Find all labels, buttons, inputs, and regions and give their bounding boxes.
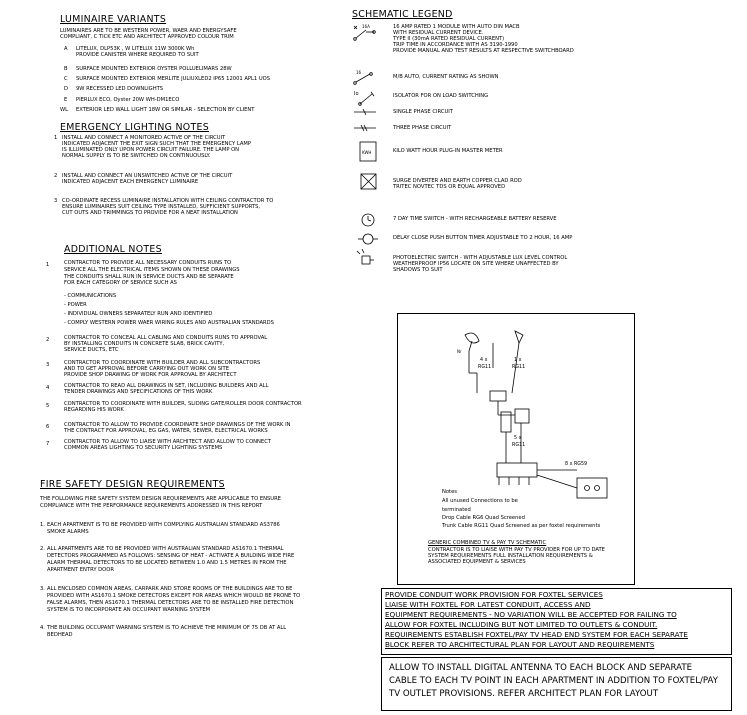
fire-num-1: 1. xyxy=(40,522,45,528)
additional-3-line1: CONTRACTOR TO COORDINATE WITH BUILDER AND ALL SUBCONTRACTORS xyxy=(64,360,261,366)
antenna-dish-icon xyxy=(465,333,479,351)
emergency-1-line1: INSTALL AND CONNECT A MONITORED ACTIVE OF THE CIRCUIT xyxy=(62,135,226,141)
additional-4-line2: TENDER DRAWINGS AND SPECIFICATIONS OF THIS WORK xyxy=(64,389,213,395)
tv-notes-4: Trunk Cable RG11 Quad Screened as per foxtel requirements xyxy=(442,523,601,529)
luminaire-a-line1: LITELUX, DLP53K , W LITELUX 11W 3000K Wh xyxy=(76,46,195,52)
legend-rcd-2: WITH RESIDUAL CURRENT DEVICE. xyxy=(393,30,484,36)
seven-day-timer-icon xyxy=(362,214,374,226)
antenna-line-3: TV OUTLET PROVISIONS. REFER ARCHITECT PLAN FOR LAYOUT xyxy=(389,689,659,699)
tv-caption-title: GENERIC COMBINED TV & PAY TV SCHEMATIC xyxy=(428,540,547,546)
emergency-num-2: 2 xyxy=(54,173,58,179)
tv-label-c1b: RG11 xyxy=(512,365,526,370)
legend-surge-1: SURGE DIVERTER AND EARTH COPPER CLAD ROD xyxy=(393,178,522,184)
additional-num-3: 3 xyxy=(46,362,50,368)
additional-1-line4: FOR EACH CATEGORY OF SERVICE SUCH AS xyxy=(64,280,177,286)
fire-4-line2: BEDHEAD xyxy=(47,632,73,638)
splitter-2 xyxy=(497,463,537,477)
fire-1-line1: EACH APARTMENT IS TO BE PROVIDED WITH COMPLYING AUSTRALIAN STANDARD AS3786 xyxy=(47,522,280,528)
additional-bullet-3: - INDIVIDUAL OWNERS SEPARATELY RUN AND IDENTIFIED xyxy=(64,311,213,317)
legend-rcd-5: PROVIDE MANUAL AND TEST RESULTS AT RESPECTIVE SWITCHBOARD xyxy=(393,48,574,54)
tv-label-c5b: RG11 xyxy=(512,443,526,448)
legend-three-phase: THREE PHASE CIRCUIT xyxy=(393,125,452,131)
isolator-symbol-label: Io xyxy=(354,91,359,97)
additional-2-line2: BY INSTALLING CONDUITS IN CONCRETE SLAB, BRICK CAVITY, xyxy=(64,341,225,347)
fire-intro-1: THE FOLLOWING FIRE SAFETY SYSTEM DESIGN REQUIREMENTS ARE APPLICABLE TO ENSURE xyxy=(40,496,281,502)
luminaire-b-line1: SURFACE MOUNTED EXTERIOR OYSTER POLLUELIMARS 28W xyxy=(76,66,232,72)
additional-num-6: 6 xyxy=(46,424,50,430)
additional-bullet-4: - COMPLY WESTERN POWER WAER WIRING RULES AND AUSTRALIAN STANDARDS xyxy=(64,320,274,326)
tv-caption-3: ASSOCIATED EQUIPMENT & SERVICES xyxy=(428,559,526,565)
foxtel-line-2: LIAISE WITH FOXTEL FOR LATEST CONDUIT, ACCESS AND xyxy=(385,600,591,609)
additional-5-line1: CONTRACTOR TO COORDINATE WITH BUILDER, SLIDING GATE/ROLLER DOOR CONTRACTOR xyxy=(64,401,302,407)
tv-label-ant: Nr xyxy=(457,349,462,354)
tv-label-c5: 5 x xyxy=(514,436,522,441)
legend-pe-1: PHOTOELECTRIC SWITCH - WITH ADJUSTABLE LUX LEVEL CONTROL xyxy=(393,255,568,261)
foxtel-line-6: BLOCK REFER TO ARCHITECTURAL PLAN FOR LAYOUT AND REQUIREMENTS xyxy=(385,640,655,649)
luminaire-code-e: E xyxy=(64,97,68,103)
fire-title: FIRE SAFETY DESIGN REQUIREMENTS xyxy=(40,479,225,490)
additional-1-line1: CONTRACTOR TO PROVIDE ALL NECESSARY CONDUITS RUNS TO xyxy=(64,260,232,266)
additional-num-4: 4 xyxy=(46,385,50,391)
tv-caption-1: CONTRACTOR IS TO LIAISE WITH PAY TV PROVIDER FOR UP TO DATE xyxy=(428,547,605,553)
luminaire-e-line1: PIERLUX ECO, Oyster 20W WH-DM1ECO xyxy=(76,97,180,103)
legend-title: SCHEMATIC LEGEND xyxy=(352,9,453,20)
emergency-1-line2: INDICATED ADJACENT THE EXIT SIGN SUCH THAT THE EMERGENCY LAMP xyxy=(62,141,251,147)
tv-label-c8: 8 x RG59 xyxy=(565,462,588,467)
three-phase-icon xyxy=(354,125,376,131)
additional-num-7: 7 xyxy=(46,441,50,447)
tv-notes-1: All unused Connections to be xyxy=(442,498,518,504)
foxtel-line-3: EQUIPMENT REQUIREMENTS - NO VARIATION WILL BE ACCEPTED FOR FAILING TO xyxy=(385,610,677,619)
fire-1-line2: SMOKE ALARMS xyxy=(47,529,89,535)
legend-7day: 7 DAY TIME SWITCH - WITH RECHARGEABLE BATTERY RESERVE xyxy=(393,216,557,222)
emergency-num-1: 1 xyxy=(54,135,58,141)
emergency-3-line3: CUT OUTS AND TRIMMINGS TO PROVIDE FOR A NEAT INSTALLATION xyxy=(62,210,238,216)
additional-7-line2: COMMON AREAS LIGHTING TO SECURITY LIGHTING SYSTEMS xyxy=(64,445,223,451)
antenna-line-2: CABLE TO EACH TV POINT IN EACH APARTMENT IN ADDITION TO FOXTEL/PAY xyxy=(389,676,719,686)
outlet-box xyxy=(577,478,607,498)
foxtel-line-5: REQUIREMENTS ESTABLISH FOXTEL/PAY TV HEAD END SYSTEM FOR EACH SEPARATE xyxy=(385,630,688,639)
splitter-1 xyxy=(515,409,529,423)
tv-label-c4: 4 x xyxy=(480,358,488,363)
antenna-line-1: ALLOW TO INSTALL DIGITAL ANTENNA TO EACH BLOCK AND SEPARATE xyxy=(389,663,693,673)
additional-5-line2: REGARDING HIS WORK xyxy=(64,407,124,413)
additional-1-line3: THE CONDUITS SHALL RUN IN SERVICE DUCTS AND BE SEPARATE xyxy=(64,274,234,280)
fire-2-line3: ALARM THERMAL DETECTORS TO BE LOCATED BETWEEN 1.0 AND 1.5 METRES IN FROM THE xyxy=(47,560,287,566)
fire-intro-2: COMPLIANCE WITH THE PERFORMANCE REQUIREMENTS ADDRESSED IN THIS REPORT xyxy=(40,503,263,509)
additional-4-line1: CONTRACTOR TO READ ALL DRAWINGS IN SET, INCLUDING BUILDERS AND ALL xyxy=(64,383,269,389)
luminaire-code-d: D xyxy=(64,86,68,92)
photoelectric-switch-icon xyxy=(357,249,374,264)
fire-num-2: 2. xyxy=(40,546,45,552)
luminaire-wl-line1: EXTERIOR LED WALL LIGHT 18W OR SIMILAR - SELECTION BY CLIENT xyxy=(76,107,255,113)
emergency-num-3: 3 xyxy=(54,198,58,204)
fire-4-line1: THE BUILDING OCCUPANT WARNING SYSTEM IS TO ACHIEVE THE MINIMUM OF 75 DB AT ALL xyxy=(47,625,287,631)
fire-num-4: 4. xyxy=(40,625,45,631)
legend-rcd-1: 16 AMP RATED 1 MODULE WITH AUTO DIN MACB xyxy=(393,24,520,30)
fire-3-line2: PROVIDED WITH AS1670.1 SMOKE DETECTORS EXCEPT FOR AREAS WHICH WOULD BE PRONE TO xyxy=(47,593,301,599)
single-phase-icon xyxy=(354,109,376,115)
legend-symbols xyxy=(352,24,387,324)
luminaire-intro-2: COMPLIANT, C TICK ETC AND ARCHITECT APPROVED COLOUR TRIM xyxy=(60,34,234,40)
tv-notes-3: Drop Cable RG6 Quad Screened xyxy=(442,515,525,521)
legend-rcd-3: TYPE II (30mA RATED RESIDUAL CURRENT) xyxy=(393,36,505,42)
mcb-symbol-label: 16 xyxy=(356,70,362,75)
luminaire-d-line1: 9W RECESSED LED DOWNLIGHTS xyxy=(76,86,164,92)
additional-3-line2: AND TO GET APPROVAL BEFORE CARRYING OUT WORK ON SITE xyxy=(64,366,229,372)
additional-7-line1: CONTRACTOR TO ALLOW TO LIAISE WITH ARCHITECT AND ALLOW TO CONNECT xyxy=(64,439,271,445)
legend-rcd-4: TRIP TIME IN ACCORDANCE WITH AS 3190-1990 xyxy=(393,42,518,48)
additional-1-line2: SERVICE ALL THE ELECTRICAL ITEMS SHOWN ON THESE DRAWINGS xyxy=(64,267,240,273)
tv-caption-2: SYSTEM REQUIREMENTS FULL INSTALLATION REQUIREMENTS & xyxy=(428,553,593,559)
satellite-dish-icon xyxy=(515,331,523,343)
legend-mcb: M/B AUTO, CURRENT RATING AS SHOWN xyxy=(393,74,499,80)
luminaire-code-b: B xyxy=(64,66,68,72)
emergency-2-line2: INDICATED ADJACENT EACH EMERGENCY LUMINAIRE xyxy=(62,179,199,185)
luminaire-title: LUMINAIRE VARIANTS xyxy=(60,14,167,25)
fire-3-line1: ALL ENCLOSED COMMON AREAS, CARPARK AND STORE ROOMS OF THE BUILDINGS ARE TO BE xyxy=(47,586,293,592)
amplifier-box xyxy=(490,391,506,401)
surge-diverter-icon xyxy=(361,174,376,189)
legend-delay: DELAY CLOSE PUSH BUTTON TIMER ADJUSTABLE TO 2 HOUR, 16 AMP xyxy=(393,235,573,241)
additional-2-line1: CONTRACTOR TO CONCEAL ALL CABLING AND CONDUITS RUNS TO APPROVAL xyxy=(64,335,268,341)
luminaire-c-line1: SURFACE MOUNTED EXTERIOR MERLITE JULIUXLED2 IP65 12001 APL1 UOS xyxy=(76,76,271,82)
legend-surge-2: TRITEC NOVTEC TDS OR EQUAL APPROVED xyxy=(393,184,506,190)
tv-label-c4b: RG11 xyxy=(478,365,492,370)
luminaire-intro-1: LUMINAIRES ARE TO BE WESTERN POWER, WAER AND ENERGYSAFE xyxy=(60,28,237,34)
tv-notes-title: Notes xyxy=(442,489,457,495)
additional-6-line2: THE CONTRACT FOR APPROVAL, EG GAS, WATER, SEWER, ELECTRICAL WORKS xyxy=(64,428,268,434)
foxtel-line-4: ALLOW FOR FOXTEL INCLUDING BUT NOT LIMITED TO OUTLETS & CONDUIT. xyxy=(385,620,658,629)
luminaire-a-line2: PROVIDE CANISTER WHERE REQUIRED TO SUIT xyxy=(76,52,199,58)
luminaire-code-a: A xyxy=(64,46,68,52)
additional-3-line3: PROVIDE SHOP DRAWING OF WORK FOR APPROVAL BY ARCHITECT xyxy=(64,372,237,378)
additional-num-5: 5 xyxy=(46,403,50,409)
foxtel-line-1: PROVIDE CONDUIT WORK PROVISION FOR FOXTEL SERVICES xyxy=(385,590,603,599)
emergency-3-line1: CO-ORDINATE RECESS LUMINAIRE INSTALLATION WITH CEILING CONTRACTOR TO xyxy=(62,198,274,204)
delay-timer-icon xyxy=(358,234,378,244)
legend-pe-3: SHADOWS TO SUIT xyxy=(393,267,443,273)
luminaire-code-c: C xyxy=(64,76,68,82)
emergency-1-line3: IS ILLUMINATED ONLY UPON POWER CIRCUIT FAILURE. THE LAMP ON xyxy=(62,147,240,153)
kwh-symbol-label: KWH xyxy=(362,150,372,155)
fire-2-line4: APARTMENT ENTRY DOOR xyxy=(47,567,114,573)
rcd-symbol-label: 16A xyxy=(362,24,370,29)
emergency-2-line1: INSTALL AND CONNECT AN UNSWITCHED ACTIVE OF THE CIRCUIT xyxy=(62,173,233,179)
luminaire-code-wl: WL xyxy=(60,107,69,113)
legend-pe-2: WEATHERPROOF IP56 LOCATE ON SITE WHERE UNAFFECTED BY xyxy=(393,261,559,267)
emergency-1-line4: NORMAL SUPPLY IS TO BE SWITCHED ON CONTINUOUSLY. xyxy=(62,153,211,159)
additional-bullet-1: - COMMUNICATIONS xyxy=(64,293,117,299)
additional-2-line3: SERVICE DUCTS, ETC xyxy=(64,347,119,353)
fire-num-3: 3. xyxy=(40,586,45,592)
additional-num-1: 1 xyxy=(46,262,50,268)
additional-num-2: 2 xyxy=(46,337,50,343)
fire-2-line1: ALL APARTMENTS ARE TO BE PROVIDED WITH AUSTRALIAN STANDARD AS1670.1 THERMAL xyxy=(47,546,284,552)
legend-kwh: KILO WATT HOUR PLUG-IN MASTER METER xyxy=(393,148,503,154)
tv-label-c1: 1 x xyxy=(514,358,522,363)
legend-isolator: ISOLATOR FOR ON LOAD SWITCHING xyxy=(393,93,489,99)
fire-3-line3: FALSE ALARMS, THEN AS1670.1 THERMAL DETECTORS ARE TO BE INSTALLED FIRE DETECTION xyxy=(47,600,294,606)
tv-notes-2: terminated xyxy=(442,507,471,513)
additional-bullet-2: - POWER xyxy=(64,302,87,308)
fire-3-line4: SYSTEM IS TO INCORPORATE AN OCCUPANT WARNING SYSTEM xyxy=(47,607,211,613)
emergency-title: EMERGENCY LIGHTING NOTES xyxy=(60,122,209,133)
isolator-symbol-icon xyxy=(359,92,374,105)
additional-title: ADDITIONAL NOTES xyxy=(64,244,162,255)
legend-single-phase: SINGLE PHASE CIRCUIT xyxy=(393,109,453,115)
fire-2-line2: DETECTORS PROGRAMMED AS FOLLOWS: SENSING OF HEAT - ACTIVATE A BUILDING WIDE FIRE xyxy=(47,553,295,559)
additional-6-line1: CONTRACTOR TO ALLOW TO PROVIDE COORDINATE SHOP DRAWINGS OF THE WORK IN xyxy=(64,422,291,428)
emergency-3-line2: ENSURE LUMINAIRES SUIT CEILING TYPE INSTALLED, SUFFICIENT SUPPORTS, xyxy=(62,204,261,210)
